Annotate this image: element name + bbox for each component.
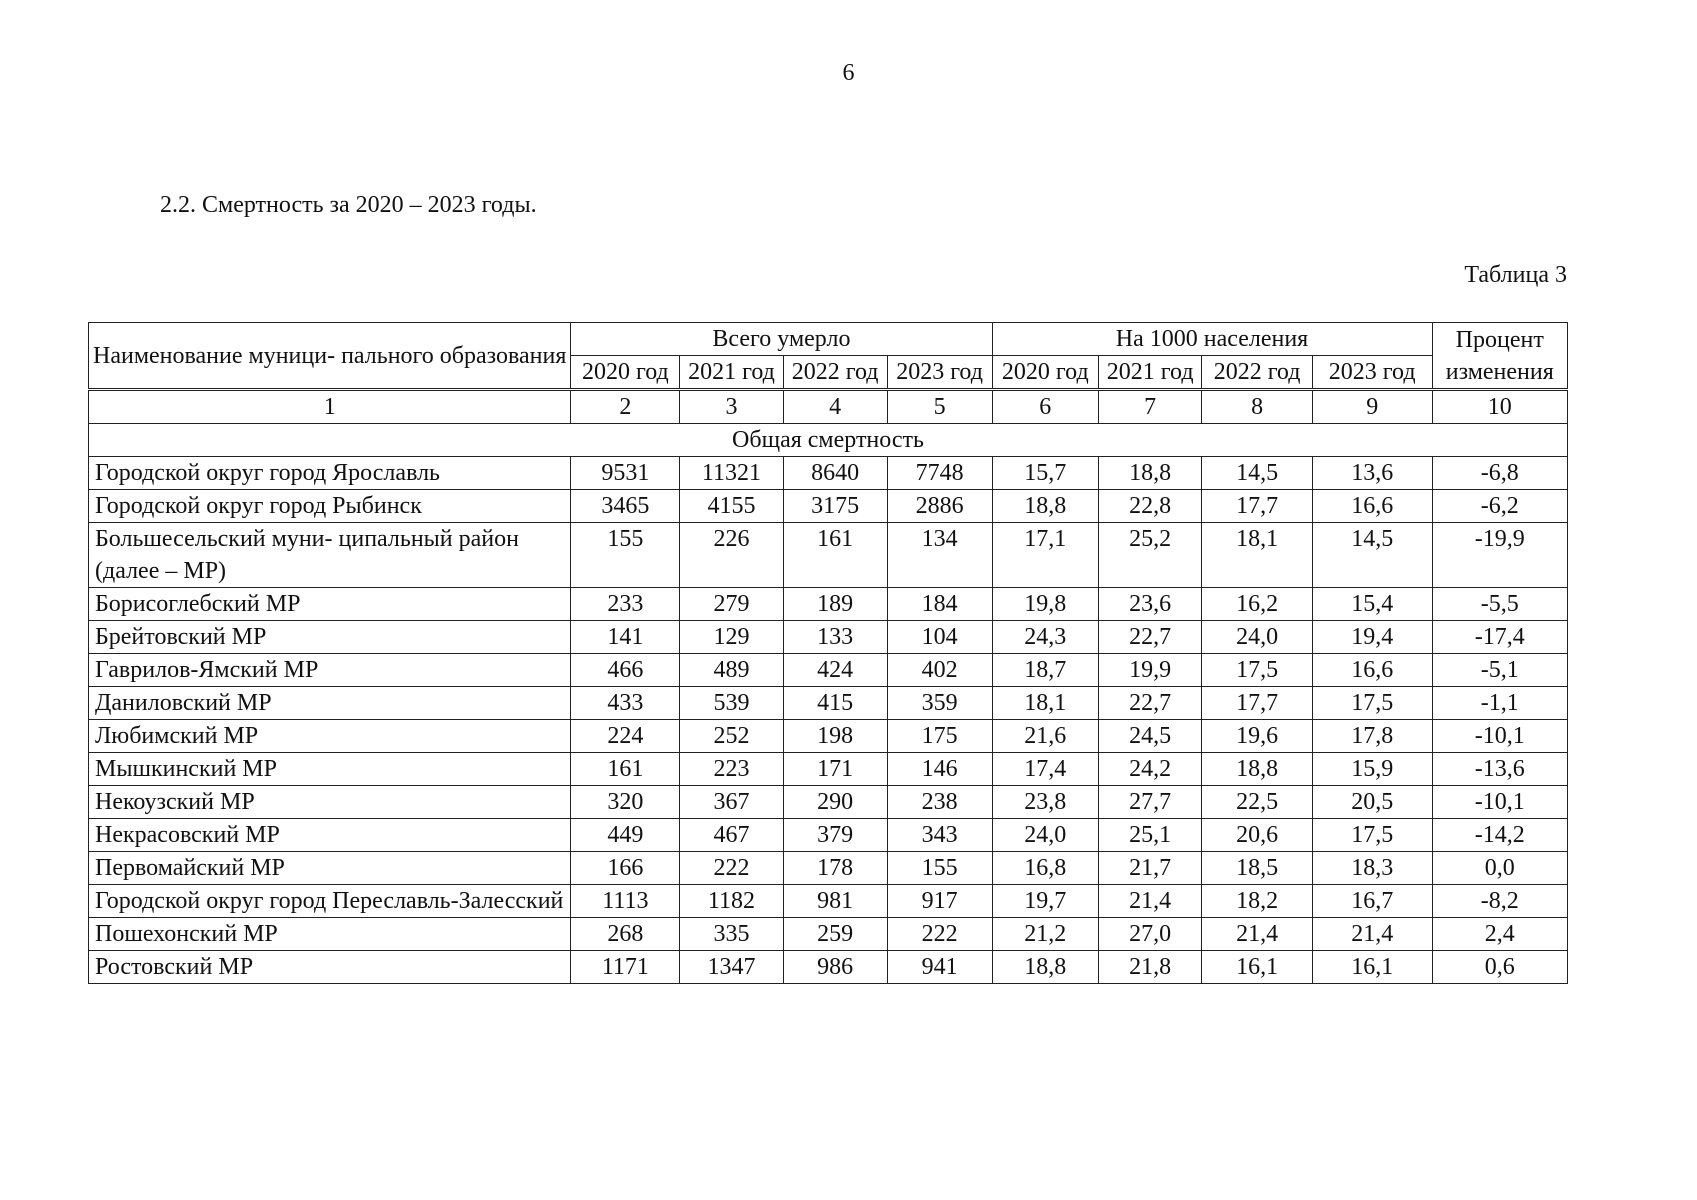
table-cell: 0,6 [1432,951,1568,984]
table-cell: 415 [783,687,887,720]
table-cell: 27,0 [1099,918,1202,951]
column-number: 10 [1432,390,1568,424]
table-cell: 233 [571,588,680,621]
table-cell: 21,2 [992,918,1099,951]
table-cell: 16,6 [1312,654,1432,687]
municipality-name: Гаврилов-Ямский МР [89,654,571,687]
table-cell: 16,1 [1202,951,1313,984]
table-cell: 22,7 [1099,687,1202,720]
table-cell: 18,1 [992,687,1099,720]
municipality-name: Пошехонский МР [89,918,571,951]
table-cell: 290 [783,786,887,819]
table-cell: 343 [887,819,992,852]
municipality-name: Любимский МР [89,720,571,753]
table-cell: 22,7 [1099,621,1202,654]
table-cell: 8640 [783,457,887,490]
table-cell: 335 [680,918,783,951]
table-cell: 539 [680,687,783,720]
table-cell: 1171 [571,951,680,984]
municipality-name: Городской округ город Рыбинск [89,490,571,523]
table-row [89,654,1568,687]
section-title: 2.2. Смертность за 2020 – 2023 годы. [160,192,537,218]
table-cell: 917 [887,885,992,918]
table-cell: -8,2 [1432,885,1568,918]
header-change: Процент изменения [1432,323,1568,390]
municipality-name: Мышкинский МР [89,753,571,786]
table-cell: 449 [571,819,680,852]
header-year: 2021 год [1099,356,1202,390]
table-cell: 16,1 [1312,951,1432,984]
table-cell: 25,2 [1099,523,1202,588]
table-cell: 17,8 [1312,720,1432,753]
table-cell: 17,5 [1312,687,1432,720]
table-cell: 18,2 [1202,885,1313,918]
table-cell: 467 [680,819,783,852]
table-row [89,918,1568,951]
table-cell: 986 [783,951,887,984]
header-row-groups [89,323,1568,356]
table-cell: 252 [680,720,783,753]
table-cell: 981 [783,885,887,918]
table-cell: 25,1 [1099,819,1202,852]
table-cell: -5,1 [1432,654,1568,687]
table-row [89,753,1568,786]
municipality-name: Брейтовский МР [89,621,571,654]
table-cell: 16,7 [1312,885,1432,918]
table-cell: 21,6 [992,720,1099,753]
table-cell: 268 [571,918,680,951]
table-cell: 18,8 [1202,753,1313,786]
mortality-table [88,322,1568,984]
table-cell: 18,5 [1202,852,1313,885]
table-cell: 133 [783,621,887,654]
table-cell: 16,8 [992,852,1099,885]
table-cell: 161 [571,753,680,786]
table-cell: 17,7 [1202,490,1313,523]
table-cell: 134 [887,523,992,588]
table-cell: 171 [783,753,887,786]
table-row [89,819,1568,852]
table-cell: 184 [887,588,992,621]
table-cell: 7748 [887,457,992,490]
table-cell: 19,9 [1099,654,1202,687]
table-cell: 141 [571,621,680,654]
municipality-name: Некрасовский МР [89,819,571,852]
column-number: 5 [887,390,992,424]
table-cell: 23,6 [1099,588,1202,621]
table-cell: 18,3 [1312,852,1432,885]
header-name: Наименование муници- пального образования [89,323,571,390]
table-cell: 24,3 [992,621,1099,654]
header-year: 2021 год [680,356,783,390]
table-cell: 1182 [680,885,783,918]
table-cell: 24,0 [1202,621,1313,654]
section-row [89,424,1568,457]
column-number: 9 [1312,390,1432,424]
municipality-name: Некоузский МР [89,786,571,819]
municipality-name: Городской округ город Переславль-Залесский [89,885,571,918]
table-cell: 222 [680,852,783,885]
table-cell: 175 [887,720,992,753]
header-year: 2022 год [1202,356,1313,390]
table-cell: 402 [887,654,992,687]
table-cell: 17,1 [992,523,1099,588]
table-cell: 226 [680,523,783,588]
table-row [89,786,1568,819]
table-cell: 18,8 [992,951,1099,984]
table-cell: 21,7 [1099,852,1202,885]
table-cell: 19,7 [992,885,1099,918]
municipality-name: Борисоглебский МР [89,588,571,621]
header-year: 2023 год [1312,356,1432,390]
table-cell: 15,9 [1312,753,1432,786]
table-cell: 424 [783,654,887,687]
table-cell: 27,7 [1099,786,1202,819]
table-row [89,490,1568,523]
table-cell: 155 [571,523,680,588]
table-cell: 1113 [571,885,680,918]
table-cell: 238 [887,786,992,819]
table-cell: 22,8 [1099,490,1202,523]
column-number: 7 [1099,390,1202,424]
municipality-name: Даниловский МР [89,687,571,720]
table-cell: 489 [680,654,783,687]
table-cell: 19,6 [1202,720,1313,753]
table-cell: 24,0 [992,819,1099,852]
table-cell: 3175 [783,490,887,523]
header-total-group: Всего умерло [571,323,992,356]
table-cell: 14,5 [1312,523,1432,588]
municipality-name: Большесельский муни- ципальный район (далее – МР) [89,523,571,588]
table-cell: 17,5 [1202,654,1313,687]
table-cell: 17,5 [1312,819,1432,852]
table-cell: 18,8 [992,490,1099,523]
table-cell: 14,5 [1202,457,1313,490]
table-cell: 146 [887,753,992,786]
table-cell: -10,1 [1432,786,1568,819]
column-number: 6 [992,390,1099,424]
table-cell: 2886 [887,490,992,523]
table-cell: -14,2 [1432,819,1568,852]
table-cell: 2,4 [1432,918,1568,951]
table-row [89,885,1568,918]
table-cell: 20,5 [1312,786,1432,819]
header-year: 2023 год [887,356,992,390]
header-year: 2022 год [783,356,887,390]
table-cell: 0,0 [1432,852,1568,885]
table-cell: 17,7 [1202,687,1313,720]
table-cell: 13,6 [1312,457,1432,490]
table-row [89,687,1568,720]
header-year: 2020 год [992,356,1099,390]
column-number: 4 [783,390,887,424]
table-cell: 198 [783,720,887,753]
table-cell: 16,2 [1202,588,1313,621]
table-cell: 21,4 [1099,885,1202,918]
table-cell: 21,4 [1202,918,1313,951]
table-cell: 222 [887,918,992,951]
table-cell: 18,7 [992,654,1099,687]
table-cell: 161 [783,523,887,588]
table-cell: 259 [783,918,887,951]
table-cell: -19,9 [1432,523,1568,588]
table-cell: 15,4 [1312,588,1432,621]
header-year: 2020 год [571,356,680,390]
table-cell: -13,6 [1432,753,1568,786]
table-cell: 129 [680,621,783,654]
table-cell: 320 [571,786,680,819]
column-number: 3 [680,390,783,424]
table-cell: 24,2 [1099,753,1202,786]
table-cell: 223 [680,753,783,786]
table-cell: -5,5 [1432,588,1568,621]
page-number: 6 [842,60,855,86]
table-cell: 21,8 [1099,951,1202,984]
table-row [89,951,1568,984]
table-cell: 104 [887,621,992,654]
section-label: Общая смертность [89,424,1568,457]
table-cell: 20,6 [1202,819,1313,852]
table-cell: 166 [571,852,680,885]
table-cell: -1,1 [1432,687,1568,720]
table-cell: 21,4 [1312,918,1432,951]
table-cell: 3465 [571,490,680,523]
municipality-name: Первомайский МР [89,852,571,885]
column-number-row [89,390,1568,424]
table-cell: 24,5 [1099,720,1202,753]
table-cell: 17,4 [992,753,1099,786]
table-row [89,720,1568,753]
column-number: 1 [89,390,571,424]
column-number: 2 [571,390,680,424]
table-cell: 19,8 [992,588,1099,621]
table-cell: 9531 [571,457,680,490]
table-cell: 19,4 [1312,621,1432,654]
table-cell: 23,8 [992,786,1099,819]
table-cell: 22,5 [1202,786,1313,819]
table-cell: 367 [680,786,783,819]
table-row [89,588,1568,621]
table-cell: -6,2 [1432,490,1568,523]
table-cell: 279 [680,588,783,621]
table-cell: 189 [783,588,887,621]
table-cell: -10,1 [1432,720,1568,753]
table-cell: -17,4 [1432,621,1568,654]
table-row [89,457,1568,490]
table-cell: 11321 [680,457,783,490]
table-cell: 466 [571,654,680,687]
table-cell: 178 [783,852,887,885]
table-cell: 18,8 [1099,457,1202,490]
column-number: 8 [1202,390,1313,424]
table-cell: 224 [571,720,680,753]
table-cell: 18,1 [1202,523,1313,588]
table-cell: 379 [783,819,887,852]
table-cell: 15,7 [992,457,1099,490]
table-row [89,523,1568,588]
header-per1000-group: На 1000 населения [992,323,1432,356]
table-cell: 16,6 [1312,490,1432,523]
table-row [89,852,1568,885]
table-cell: -6,8 [1432,457,1568,490]
table-row [89,621,1568,654]
table-cell: 433 [571,687,680,720]
table-cell: 359 [887,687,992,720]
table-cell: 1347 [680,951,783,984]
municipality-name: Городской округ город Ярославль [89,457,571,490]
table-cell: 4155 [680,490,783,523]
table-cell: 155 [887,852,992,885]
municipality-name: Ростовский МР [89,951,571,984]
table-label: Таблица 3 [1464,262,1567,288]
table-cell: 941 [887,951,992,984]
